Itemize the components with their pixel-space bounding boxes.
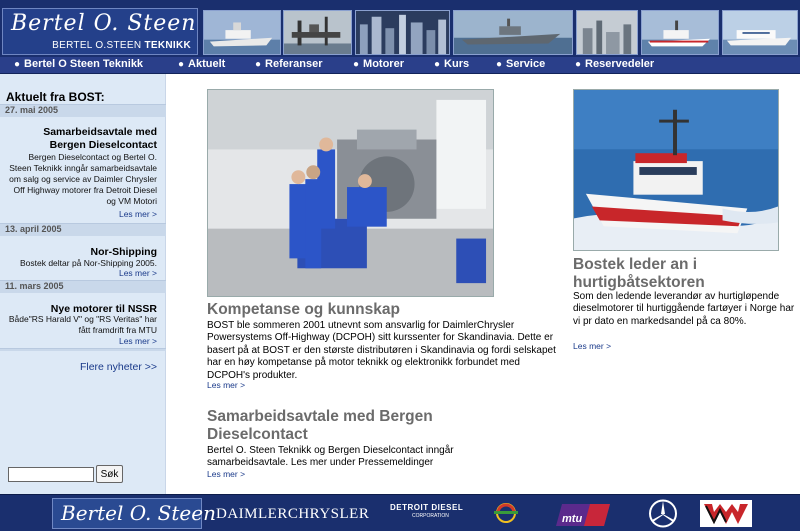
header-photo-city: [355, 10, 450, 55]
nav-item-referanser[interactable]: ● Referanser: [255, 58, 323, 70]
article-read-more-link[interactable]: Les mer >: [207, 380, 246, 390]
nav-item-aktuelt[interactable]: ● Aktuelt: [178, 58, 226, 70]
footer-logo-w[interactable]: [700, 498, 752, 529]
search-button[interactable]: Søk: [96, 465, 123, 483]
news-title[interactable]: Samarbeidsavtale med Bergen Dieselcontact: [43, 126, 157, 151]
detroit-diesel-emblem-icon: [494, 502, 518, 524]
logo-subtitle: BERTEL O.STEEN TEKNIKK: [52, 40, 191, 51]
news-body: Bostek deltar på Nor-Shipping 2005.: [19, 258, 157, 268]
header-photo-rig: [283, 10, 352, 55]
article-title[interactable]: Kompetanse og kunnskap: [207, 301, 400, 318]
mtu-logo-icon: [556, 498, 612, 529]
header-photo-industry: [576, 10, 638, 55]
nav-item-motorer[interactable]: ● Motorer: [353, 58, 404, 70]
header-photo-ferry: [722, 10, 798, 55]
news-title[interactable]: Nye motorer til NSSR: [50, 303, 157, 315]
header-photo-ship-1: [203, 10, 281, 55]
article-read-more-link[interactable]: Les mer >: [207, 469, 246, 479]
partner-footer: [0, 494, 800, 531]
site-logo[interactable]: [2, 8, 198, 55]
article-read-more-link[interactable]: Les mer >: [573, 341, 612, 351]
footer-logo-detroit-diesel[interactable]: [390, 498, 520, 529]
footer-logo-daimlerchrysler[interactable]: DAIMLERCHRYSLER: [216, 506, 370, 522]
more-news-link[interactable]: Flere nyheter >>: [79, 361, 157, 373]
news-read-more-link[interactable]: Les mer >: [118, 209, 157, 219]
footer-logo-mtu[interactable]: [556, 498, 612, 529]
nav-item-service[interactable]: ● Service: [496, 58, 546, 70]
article-body: Bertel O. Steen Teknikk og Bergen Dieselcontact inngår samarbeidsavtale. Les mer under Pressemeldinger: [207, 445, 454, 469]
article-body: BOST ble sommeren 2001 utnevnt som ansvarlig for DaimlerChrysler Powersystems Off-Highway (DCPOH) sitt kurssenter for Skandinavia. Dette er basert på at BOST er den største distributøren i Skandinavia og fordi selskapet har en høy kompetanse på motor teknikk og elektronikk forbundet med DCPOH's produkter.: [207, 320, 556, 381]
news-body: Bergen Dieselcontact og Bertel O. Steen Teknikk inngår samarbeidsavtale om salg og service av Daimler Chrysler Off Highway motorer fra Detroit Diesel og VM Motori: [9, 152, 157, 206]
article-title[interactable]: Samarbeidsavtale med Bergen Dieselcontact: [207, 408, 433, 443]
svg-text:mtu: mtu: [562, 513, 583, 525]
search-input[interactable]: [8, 467, 94, 482]
footer-logo-text: Bertel O. Steen: [61, 501, 216, 525]
nav-item-kurs[interactable]: ● Kurs: [434, 58, 470, 70]
footer-logo-mercedes-benz[interactable]: [645, 498, 681, 529]
news-date: 13. april 2005: [0, 223, 166, 236]
logo-script-text: Bertel O. Steen: [11, 11, 197, 36]
news-read-more-link[interactable]: Les mer >: [118, 336, 157, 346]
nav-item-reservedeler[interactable]: ● Reservedeler: [575, 58, 655, 70]
rescue-boat-photo: [573, 89, 779, 251]
detroit-diesel-text: DETROIT DIESEL: [390, 503, 464, 512]
news-sidebar: [0, 74, 166, 494]
w-logo-icon: [700, 498, 752, 529]
nav-item-home[interactable]: ● Bertel O Steen Teknikk: [14, 58, 144, 70]
article-title[interactable]: Bostek leder an i hurtigbåtsektoren: [573, 256, 705, 291]
mercedes-star-icon: [645, 498, 681, 529]
header-photo-navy-boat: [453, 10, 573, 55]
sidebar-heading: Aktuelt fra BOST:: [6, 90, 105, 104]
main-nav: [0, 57, 800, 74]
news-date: 11. mars 2005: [0, 280, 166, 293]
news-body: Både"RS Harald V" og "RS Veritas" har fått framdrift fra MTU: [8, 314, 157, 335]
news-title[interactable]: Nor-Shipping: [90, 246, 157, 258]
news-divider: [0, 348, 166, 351]
footer-logo-bertel-o-steen[interactable]: [52, 498, 216, 529]
news-read-more-link[interactable]: Les mer >: [118, 268, 157, 278]
site-header: [0, 0, 800, 57]
article-body: Som den ledende leverandør av hurtigløpende dieselmotorer til hurtiggående fartøyer i Norge har vi pr dato en markedsandel på ca 80%.: [573, 291, 795, 327]
news-date: 27. mai 2005: [0, 104, 166, 117]
detroit-diesel-subtext: CORPORATION: [412, 513, 449, 519]
header-photo-rescue-boat: [641, 10, 719, 55]
engine-workshop-photo: [207, 89, 494, 297]
